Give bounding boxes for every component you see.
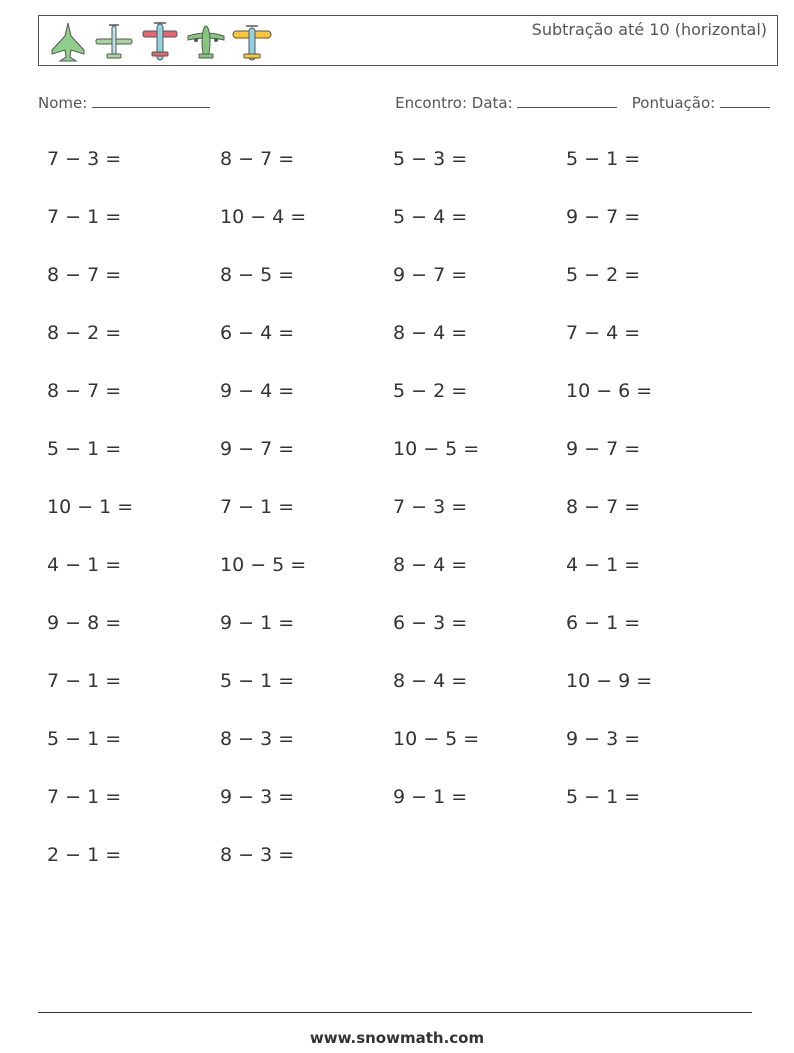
- problem: 10 − 4 =: [220, 206, 307, 228]
- problem: 5 − 1 =: [47, 438, 122, 460]
- problem: 6 − 3 =: [393, 612, 468, 634]
- problem: 9 − 3 =: [566, 728, 641, 750]
- problem: 8 − 2 =: [47, 322, 122, 344]
- problem: 9 − 8 =: [47, 612, 122, 634]
- problem: 10 − 1 =: [47, 496, 134, 518]
- problem: 8 − 7 =: [566, 496, 641, 518]
- biplane-icon: [230, 20, 274, 64]
- problem: 5 − 1 =: [220, 670, 295, 692]
- name-field: [38, 93, 210, 112]
- name-label: Nome:: [38, 94, 88, 112]
- header-icons: [46, 20, 274, 64]
- problem: 8 − 7 =: [220, 148, 295, 170]
- problem: 8 − 7 =: [47, 380, 122, 402]
- problem: 8 − 7 =: [47, 264, 122, 286]
- problem: 9 − 7 =: [393, 264, 468, 286]
- problem: 5 − 2 =: [393, 380, 468, 402]
- propeller-plane-icon: [92, 20, 136, 64]
- score-label: Pontuação:: [631, 94, 716, 112]
- green-plane-icon: [184, 20, 228, 64]
- name-blank: [92, 93, 210, 108]
- problem: 8 − 4 =: [393, 554, 468, 576]
- problem: 10 − 5 =: [393, 438, 480, 460]
- problem: 5 − 1 =: [47, 728, 122, 750]
- date-score-field: [395, 93, 770, 112]
- problem: 7 − 1 =: [47, 786, 122, 808]
- problem: 7 − 1 =: [47, 670, 122, 692]
- problem: 4 − 1 =: [566, 554, 641, 576]
- problem: 5 − 2 =: [566, 264, 641, 286]
- problem: 9 − 1 =: [220, 612, 295, 634]
- problem: 8 − 4 =: [393, 322, 468, 344]
- problem: 8 − 4 =: [393, 670, 468, 692]
- problem: 5 − 1 =: [566, 786, 641, 808]
- problem: 5 − 4 =: [393, 206, 468, 228]
- problem: 7 − 4 =: [566, 322, 641, 344]
- problem: 9 − 7 =: [220, 438, 295, 460]
- problem: 6 − 1 =: [566, 612, 641, 634]
- problem: 9 − 7 =: [566, 438, 641, 460]
- problem: 9 − 7 =: [566, 206, 641, 228]
- problem: 10 − 9 =: [566, 670, 653, 692]
- footer-rule: [38, 1012, 752, 1013]
- encounter-date-label: Encontro: Data:: [395, 94, 513, 112]
- problem: 7 − 3 =: [393, 496, 468, 518]
- red-plane-icon: [138, 20, 182, 64]
- problem: 7 − 1 =: [220, 496, 295, 518]
- problem: 8 − 3 =: [220, 844, 295, 866]
- problem: 10 − 6 =: [566, 380, 653, 402]
- problem: 10 − 5 =: [220, 554, 307, 576]
- problem: 9 − 1 =: [393, 786, 468, 808]
- problem: 8 − 3 =: [220, 728, 295, 750]
- problem: 4 − 1 =: [47, 554, 122, 576]
- score-blank: [720, 93, 770, 108]
- problem: 9 − 4 =: [220, 380, 295, 402]
- problem: 6 − 4 =: [220, 322, 295, 344]
- problem: 7 − 3 =: [47, 148, 122, 170]
- jet-icon: [46, 20, 90, 64]
- worksheet-title: Subtração até 10 (horizontal): [531, 20, 767, 39]
- problem: 7 − 1 =: [47, 206, 122, 228]
- header-box: [38, 15, 778, 66]
- problem: 10 − 5 =: [393, 728, 480, 750]
- footer-url: www.snowmath.com: [309, 1029, 485, 1047]
- date-blank: [517, 93, 617, 108]
- problem: 8 − 5 =: [220, 264, 295, 286]
- problem: 5 − 3 =: [393, 148, 468, 170]
- problem: 5 − 1 =: [566, 148, 641, 170]
- problem: 2 − 1 =: [47, 844, 122, 866]
- problem: 9 − 3 =: [220, 786, 295, 808]
